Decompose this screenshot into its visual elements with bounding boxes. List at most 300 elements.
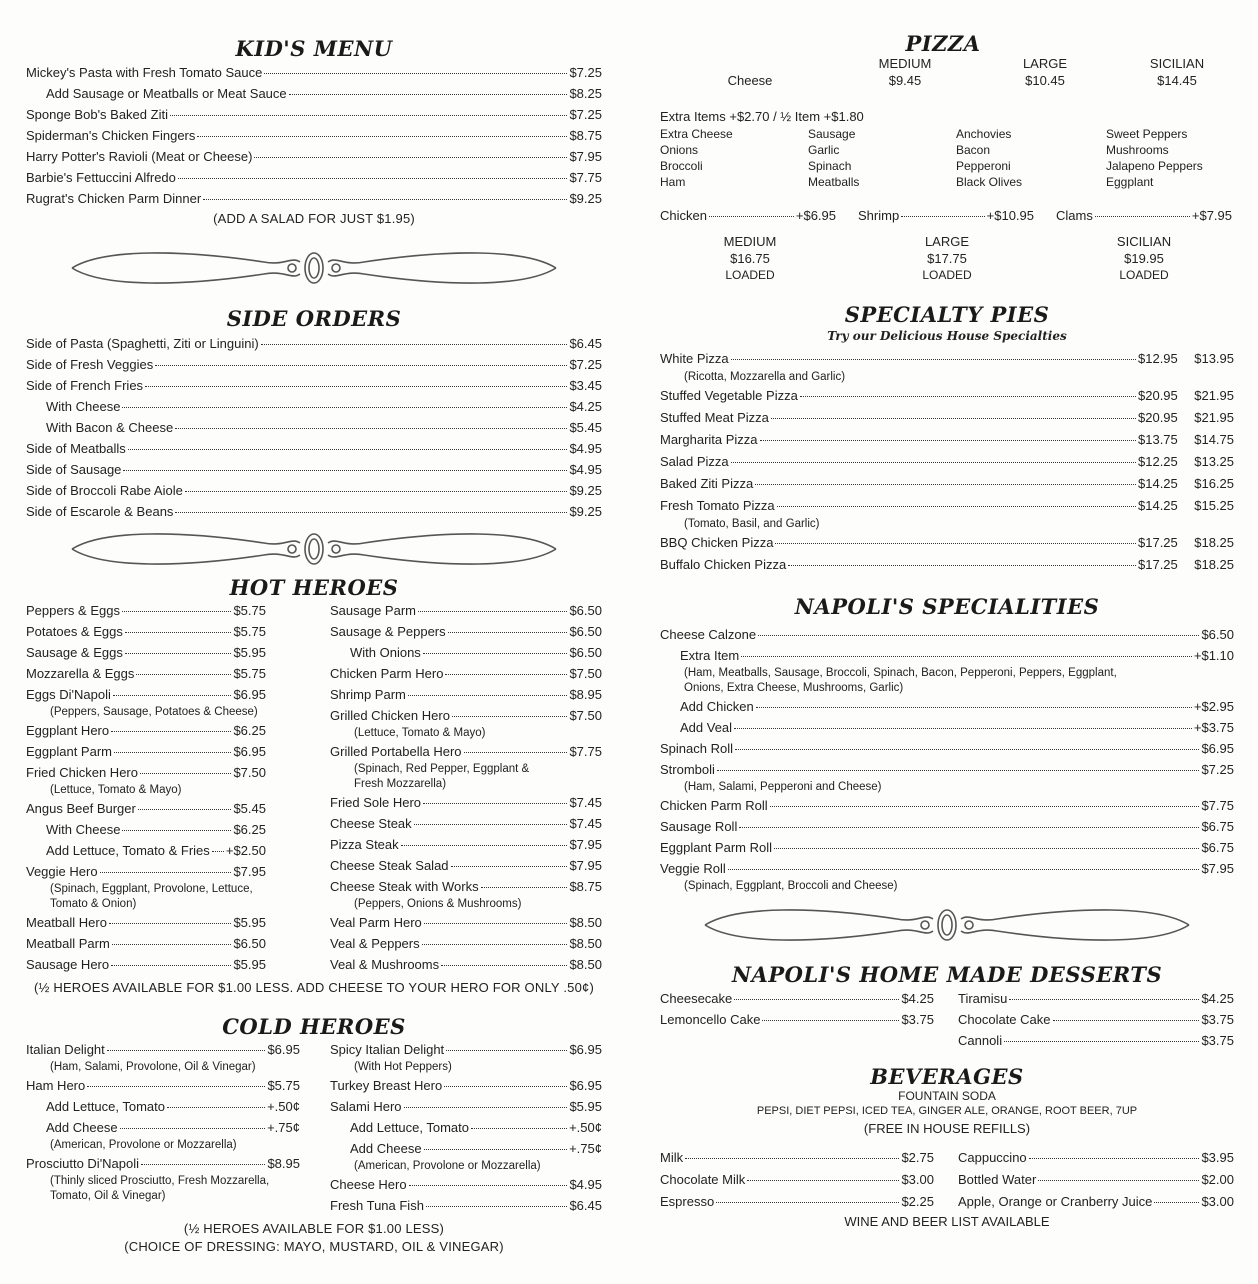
menu-item-note: (Tomato, Basil, and Garlic) [684, 518, 820, 530]
dot-leader [788, 565, 1136, 566]
dot-leader [125, 632, 232, 633]
menu-item-name: Sausage Roll [660, 819, 738, 834]
menu-item-price: $7.50 [233, 765, 266, 780]
price-small: $14.25 [1138, 476, 1178, 491]
dot-leader [261, 344, 568, 345]
dot-leader [760, 440, 1136, 441]
menu-item [660, 738, 1234, 759]
menu-item-note: (American, Provolone or Mozzarella) [50, 1139, 237, 1151]
menu-item [330, 1039, 602, 1060]
menu-item-name: Sausage & Peppers [330, 624, 446, 639]
extra-topping: Extra Cheese [660, 127, 733, 141]
menu-item-price: $2.25 [901, 1194, 934, 1209]
side-orders-title: SIDE ORDERS [226, 306, 402, 331]
menu-item [26, 125, 602, 146]
menu-item [26, 720, 266, 741]
dot-leader [739, 827, 1199, 828]
dot-leader [409, 1185, 568, 1186]
menu-item-name: BBQ Chicken Pizza [660, 535, 774, 550]
menu-item-name: Stuffed Meat Pizza [660, 410, 769, 425]
dot-leader [481, 887, 568, 888]
menu-item-price: $7.75 [569, 744, 602, 759]
menu-item-note: (Spinach, Eggplant, Provolone, Lettuce, [50, 883, 253, 895]
price-large: $15.25 [1194, 498, 1234, 513]
dot-leader [1154, 1202, 1199, 1203]
dot-leader [111, 965, 231, 966]
price-small: $12.25 [1138, 454, 1178, 469]
price-large: $18.25 [1194, 535, 1234, 550]
dot-leader [445, 674, 567, 675]
menu-item-name: Fresh Tuna Fish [330, 1198, 424, 1213]
menu-item [26, 642, 266, 663]
hot-heroes-note: (½ HEROES AVAILABLE FOR $1.00 LESS. ADD CHEESE TO YOUR HERO FOR ONLY .50¢) [33, 980, 595, 995]
menu-item-price: $7.95 [569, 837, 602, 852]
dot-leader [141, 1164, 265, 1165]
menu-item-name: Peppers & Eggs [26, 603, 120, 618]
price-large: $13.25 [1194, 454, 1234, 469]
menu-item-note: Tomato, Oil & Vinegar) [50, 1190, 166, 1202]
extra-topping: Meatballs [808, 175, 860, 189]
menu-item-name: Rugrat's Chicken Parm Dinner [26, 191, 202, 206]
menu-item-note: (Ham, Meatballs, Sausage, Broccoli, Spinach, Bacon, Pepperoni, Peppers, Eggplant, [684, 667, 1117, 679]
loaded-price: $19.95 [1124, 251, 1164, 266]
menu-item-note: (Ham, Salami, Pepperoni and Cheese) [684, 781, 882, 793]
menu-item-name: Barbie's Fettuccini Alfredo [26, 170, 176, 185]
menu-item-name: Veggie Roll [660, 861, 726, 876]
menu-item-price: $5.45 [233, 801, 266, 816]
extra-topping: Broccoli [660, 159, 703, 173]
dot-leader [728, 869, 1200, 870]
menu-item-note: (Spinach, Red Pepper, Eggplant & [354, 763, 530, 775]
pizza-cheese-row [660, 72, 1234, 90]
menu-item-price: $5.95 [233, 645, 266, 660]
menu-item-price: +.50¢ [267, 1099, 300, 1114]
menu-item-name: Fresh Tomato Pizza [660, 498, 775, 513]
menu-item-price: $6.50 [1201, 627, 1234, 642]
menu-item-price: $6.75 [1201, 840, 1234, 855]
menu-item [330, 834, 602, 855]
dot-leader [735, 749, 1199, 750]
loaded-label: LOADED [922, 268, 972, 282]
price-small: $12.95 [1138, 351, 1178, 366]
menu-item [330, 933, 602, 954]
dot-leader [452, 716, 568, 717]
menu-item-name: Chicken Parm Roll [660, 798, 768, 813]
menu-item-price: $5.45 [569, 420, 602, 435]
menu-item [330, 876, 602, 897]
dot-leader [401, 845, 568, 846]
menu-item-price: $6.75 [1201, 819, 1234, 834]
menu-item [26, 480, 602, 501]
menu-item [26, 840, 266, 861]
price-large: $16.25 [1194, 476, 1234, 491]
menu-item [26, 912, 266, 933]
dot-leader [414, 824, 568, 825]
menu-item-price: $5.75 [233, 666, 266, 681]
cold-heroes-note-2: (CHOICE OF DRESSING: MAYO, MUSTARD, OIL & VINEGAR) [124, 1239, 504, 1254]
price-large: $14.75 [1194, 432, 1234, 447]
menu-item [660, 624, 1234, 645]
menu-item-price: $8.50 [569, 936, 602, 951]
dot-leader [1009, 999, 1199, 1000]
menu-item [660, 645, 1234, 666]
menu-item-price: $7.25 [569, 65, 602, 80]
menu-item [26, 762, 266, 783]
menu-item-name: Mickey's Pasta with Fresh Tomato Sauce [26, 65, 263, 80]
dot-leader [444, 1086, 567, 1087]
dot-leader [448, 632, 568, 633]
dot-leader [175, 512, 567, 513]
dot-leader [685, 1158, 899, 1159]
loaded-price: $16.75 [730, 251, 770, 266]
menu-item-name: Side of Pasta (Spaghetti, Ziti or Linguini) [26, 336, 259, 351]
menu-item-price: +$1.10 [1193, 648, 1234, 663]
menu-item-name: Spicy Italian Delight [330, 1042, 445, 1057]
loaded-size: MEDIUM [723, 234, 777, 249]
menu-item [26, 354, 602, 375]
menu-item [26, 62, 602, 83]
menu-item-name: Add Cheese [350, 1141, 422, 1156]
menu-item-name: Veal & Mushrooms [330, 957, 440, 972]
menu-item-price: $3.00 [901, 1172, 934, 1187]
loaded-price: $17.75 [927, 251, 967, 266]
menu-item [958, 1009, 1234, 1030]
menu-item [660, 759, 1234, 780]
menu-item-note: (Thinly sliced Prosciutto, Fresh Mozzarella, [50, 1175, 270, 1187]
price-large: $18.25 [1194, 557, 1234, 572]
dot-leader [128, 449, 568, 450]
dot-leader [122, 611, 232, 612]
extra-topping: Bacon [956, 143, 991, 157]
menu-item-name: Veal Parm Hero [330, 915, 422, 930]
menu-item-price: $4.95 [569, 441, 602, 456]
ornament-divider [660, 894, 1234, 956]
hot-heroes-columns [26, 600, 602, 975]
specialty-pie-item [660, 348, 1234, 370]
dot-leader [140, 773, 231, 774]
menu-item-price: $6.95 [569, 1078, 602, 1093]
specialty-pies-subtitle: Try our Delicious House Specialties [827, 329, 1067, 343]
menu-item-price: $6.50 [233, 936, 266, 951]
menu-item-price: $6.50 [569, 624, 602, 639]
dot-leader [1038, 1180, 1199, 1181]
menu-item-name: Angus Beef Burger [26, 801, 136, 816]
menu-item-name: Add Lettuce, Tomato [46, 1099, 166, 1114]
clams-addon: Clams +$7.95 [1056, 208, 1232, 223]
beverages-columns [660, 1147, 1234, 1213]
menu-item [26, 438, 602, 459]
menu-item [660, 988, 934, 1009]
menu-item-name: Meatball Parm [26, 936, 110, 951]
specialty-pie-item [660, 451, 1234, 473]
menu-item-name: With Bacon & Cheese [46, 420, 174, 435]
right-column [660, 0, 1234, 1231]
dot-leader [109, 923, 232, 924]
menu-item [26, 1096, 300, 1117]
menu-item-price: $6.25 [233, 723, 266, 738]
dot-leader [408, 695, 568, 696]
menu-item [330, 1075, 602, 1096]
menu-item-price: $7.75 [1201, 798, 1234, 813]
cold-heroes-list-right [330, 1039, 602, 1216]
menu-item [26, 1117, 300, 1138]
menu-item-price: $7.50 [569, 708, 602, 723]
menu-item [26, 1075, 300, 1096]
menu-item-price: $7.95 [1201, 861, 1234, 876]
menu-item-name: Shrimp Parm [330, 687, 406, 702]
menu-item-name: Grilled Chicken Hero [330, 708, 450, 723]
menu-item-note: (American, Provolone or Mozzarella) [354, 1160, 541, 1172]
topping-addons-row [660, 206, 1234, 225]
menu-item [26, 104, 602, 125]
menu-item [26, 167, 602, 188]
desserts-columns [660, 988, 1234, 1051]
menu-item-name: Meatball Hero [26, 915, 107, 930]
menu-item-name: Side of Meatballs [26, 441, 126, 456]
dot-leader [185, 491, 568, 492]
menu-item-name: Spinach Roll [660, 741, 733, 756]
pizza-size-large: LARGE [1022, 56, 1068, 71]
dot-leader [123, 470, 567, 471]
menu-item-price: $9.25 [569, 483, 602, 498]
fountain-soda-label: FOUNTAIN SODA [898, 1089, 996, 1103]
cold-heroes-note-1: (½ HEROES AVAILABLE FOR $1.00 LESS) [183, 1221, 445, 1236]
menu-item-name: Add Lettuce, Tomato & Fries [46, 843, 210, 858]
menu-item-name: Fried Sole Hero [330, 795, 422, 810]
menu-item-name: Buffalo Chicken Pizza [660, 557, 787, 572]
specialty-pie-item [660, 495, 1234, 517]
soda-list: PEPSI, DIET PEPSI, ICED TEA, GINGER ALE, ORANGE, ROOT BEER, 7UP [756, 1105, 1138, 1117]
dot-leader [254, 157, 567, 158]
dot-leader [716, 1202, 899, 1203]
menu-item-note: (Peppers, Onions & Mushrooms) [354, 898, 522, 910]
dot-leader [87, 1086, 265, 1087]
menu-item [660, 717, 1234, 738]
dot-leader [175, 428, 567, 429]
dot-leader [741, 656, 1192, 657]
dot-leader [426, 1206, 568, 1207]
dot-leader [264, 73, 567, 74]
dot-leader [747, 1180, 899, 1181]
extra-topping: Sweet Peppers [1106, 127, 1188, 141]
menu-item-price: $6.95 [569, 1042, 602, 1057]
menu-item-price: $9.25 [569, 191, 602, 206]
dot-leader [107, 1050, 266, 1051]
menu-item [330, 663, 602, 684]
menu-item [660, 837, 1234, 858]
menu-item-name: Veal & Peppers [330, 936, 420, 951]
menu-item-name: Milk [660, 1150, 684, 1165]
menu-item-note: (Spinach, Eggplant, Broccoli and Cheese) [684, 880, 898, 892]
loaded-size: SICILIAN [1116, 234, 1172, 249]
specialty-pie-item [660, 429, 1234, 451]
menu-item-name: Baked Ziti Pizza [660, 476, 754, 491]
menu-item [660, 858, 1234, 879]
extra-topping: Onions [660, 143, 699, 157]
menu-item [330, 1096, 602, 1117]
menu-item-price: $2.00 [1201, 1172, 1234, 1187]
menu-item [26, 1153, 300, 1174]
menu-item-note: Fresh Mozzarella) [354, 778, 447, 790]
menu-item [26, 83, 602, 104]
dot-leader [203, 199, 567, 200]
menu-item-note: Onions, Extra Cheese, Mushrooms, Garlic) [684, 682, 904, 694]
dot-leader [423, 653, 568, 654]
extra-topping: Sausage [808, 127, 856, 141]
menu-item-name: Potatoes & Eggs [26, 624, 123, 639]
menu-item [26, 600, 266, 621]
loaded-pizza-grid [660, 233, 1234, 284]
menu-item-price: $6.45 [569, 336, 602, 351]
menu-item-name: Side of Sausage [26, 462, 122, 477]
menu-item [26, 188, 602, 209]
dot-leader [122, 407, 567, 408]
menu-item [26, 146, 602, 167]
dot-leader [422, 944, 568, 945]
dot-leader [125, 653, 232, 654]
dot-leader [289, 94, 568, 95]
dot-leader [424, 923, 568, 924]
dot-leader [120, 1128, 266, 1129]
menu-item-name: Cappuccino [958, 1150, 1027, 1165]
menu-item-price: +.75¢ [267, 1120, 300, 1135]
ornament-divider [26, 229, 602, 307]
dot-leader [170, 115, 567, 116]
extra-items-label: Extra Items +$2.70 / ½ Item +$1.80 [660, 109, 864, 124]
dot-leader [441, 965, 567, 966]
extra-topping: Black Olives [956, 175, 1023, 189]
pizza-cheese-large: $10.45 [1025, 73, 1065, 88]
dot-leader [167, 1107, 265, 1108]
menu-item-price: $5.95 [569, 1099, 602, 1114]
menu-item-price: $6.95 [233, 744, 266, 759]
menu-item-name: Eggs Di'Napoli [26, 687, 111, 702]
dot-leader [471, 1128, 567, 1129]
menu-item-name: Sausage & Eggs [26, 645, 123, 660]
menu-item-name: Chocolate Milk [660, 1172, 746, 1187]
napoli-specialities-list [660, 624, 1234, 894]
menu-item-name: Eggplant Hero [26, 723, 110, 738]
menu-item-price: $3.00 [1201, 1194, 1234, 1209]
dot-leader [404, 1107, 568, 1108]
loaded-label: LOADED [1119, 268, 1169, 282]
menu-item-name: With Onions [350, 645, 421, 660]
menu-item-price: $4.95 [569, 462, 602, 477]
menu-item [330, 642, 602, 663]
menu-item [660, 1147, 934, 1169]
dot-leader [114, 752, 231, 753]
menu-item [958, 1169, 1234, 1191]
menu-item [660, 696, 1234, 717]
menu-item-note: (Lettuce, Tomato & Mayo) [354, 727, 486, 739]
menu-item-price: +$3.75 [1193, 720, 1234, 735]
menu-item-name: Cheese Hero [330, 1177, 407, 1192]
side-orders-list [26, 333, 602, 522]
menu-item-name: With Cheese [46, 399, 121, 414]
menu-item [660, 795, 1234, 816]
price-large: $13.95 [1194, 351, 1234, 366]
dot-leader [418, 611, 567, 612]
menu-item-price: +.75¢ [569, 1141, 602, 1156]
dot-leader [111, 731, 231, 732]
menu-item [330, 855, 602, 876]
beverages-list-right [958, 1147, 1234, 1213]
pizza-size-header [660, 56, 1234, 72]
menu-item [26, 501, 602, 522]
menu-item-price: $4.25 [901, 991, 934, 1006]
menu-item-price: $7.95 [233, 864, 266, 879]
wine-beer-note: WINE AND BEER LIST AVAILABLE [844, 1214, 1050, 1229]
menu-item [330, 1174, 602, 1195]
dot-leader [136, 674, 231, 675]
menu-item [26, 375, 602, 396]
menu-item-name: Harry Potter's Ravioli (Meat or Cheese) [26, 149, 253, 164]
extra-topping: Ham [660, 175, 686, 189]
menu-item-name: Add Cheese [46, 1120, 118, 1135]
menu-item-name: Cannoli [958, 1033, 1003, 1048]
menu-item-price: +.50¢ [569, 1120, 602, 1135]
menu-item-price: $8.50 [569, 915, 602, 930]
menu-item-price: $7.50 [569, 666, 602, 681]
menu-item [26, 417, 602, 438]
menu-item-price: $5.75 [233, 603, 266, 618]
dot-leader [451, 866, 568, 867]
menu-item [26, 954, 266, 975]
menu-item-price: $5.75 [267, 1078, 300, 1093]
menu-item-price: $3.75 [1201, 1033, 1234, 1048]
menu-item-price: $2.75 [901, 1150, 934, 1165]
menu-item-name: Espresso [660, 1194, 715, 1209]
dot-leader [178, 178, 568, 179]
menu-item-name: Prosciutto Di'Napoli [26, 1156, 140, 1171]
menu-item [26, 459, 602, 480]
menu-item-name: Salami Hero [330, 1099, 402, 1114]
menu-item-name: Mozzarella & Eggs [26, 666, 135, 681]
menu-item-price: $6.50 [569, 603, 602, 618]
dot-leader [774, 848, 1199, 849]
menu-item-name: Add Chicken [680, 699, 754, 714]
specialty-pie-item [660, 385, 1234, 407]
menu-item-price: $4.25 [1201, 991, 1234, 1006]
menu-item-name: Add Veal [680, 720, 733, 735]
menu-item-note: (Ham, Salami, Provolone, Oil & Vinegar) [50, 1061, 256, 1073]
menu-item-price: $6.50 [569, 645, 602, 660]
dot-leader [756, 707, 1192, 708]
menu-item-price: $5.95 [233, 957, 266, 972]
menu-item [330, 1195, 602, 1216]
menu-item-price: $8.50 [569, 957, 602, 972]
menu-item [330, 1138, 602, 1159]
kids-menu-note: (ADD A SALAD FOR JUST $1.95) [213, 211, 415, 226]
menu-item-name: Salad Pizza [660, 454, 729, 469]
extra-items-grid [660, 126, 1234, 190]
menu-item [330, 954, 602, 975]
menu-item [958, 1147, 1234, 1169]
menu-item-price: $8.75 [569, 879, 602, 894]
menu-item-name: Add Lettuce, Tomato [350, 1120, 470, 1135]
extra-topping: Jalapeno Peppers [1106, 159, 1203, 173]
menu-item-name: Turkey Breast Hero [330, 1078, 443, 1093]
dot-leader [112, 944, 232, 945]
cold-heroes-columns [26, 1039, 602, 1216]
menu-item-price: $7.25 [1201, 762, 1234, 777]
menu-item-note: (Lettuce, Tomato & Mayo) [50, 784, 182, 796]
menu-item-price: $4.95 [569, 1177, 602, 1192]
menu-item-price: +$2.50 [225, 843, 266, 858]
specialty-pie-item [660, 407, 1234, 429]
menu-item-price: $7.95 [569, 858, 602, 873]
beverages-list-left [660, 1147, 934, 1213]
